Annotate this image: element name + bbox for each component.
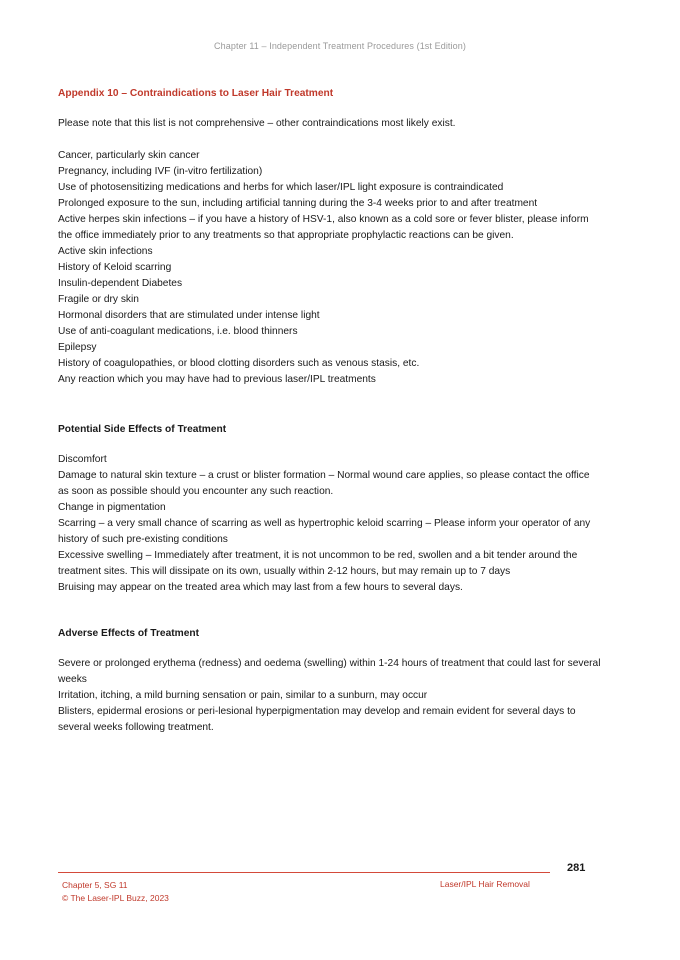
list-item: Damage to natural skin texture – a crust or blister formation – Normal wound care applies, so please contact the office as soon as possible should you encounter any such reaction.: [58, 470, 590, 497]
list-item: Bruising may appear on the treated area which may last from a few hours to several days.: [58, 582, 463, 593]
list-item: Use of anti-coagulant medications, i.e. blood thinners: [58, 326, 298, 337]
list-item: Cancer, particularly skin cancer: [58, 150, 200, 161]
list-item: Epilepsy: [58, 342, 97, 353]
list-item: Discomfort: [58, 454, 107, 465]
footer-left: [62, 879, 169, 905]
list-item: Change in pigmentation: [58, 502, 166, 513]
adverse-effects-title: Adverse Effects of Treatment: [58, 628, 199, 639]
list-item: Active herpes skin infections – if you have a history of HSV-1, also known as a cold sore or fever blister, please inform the office immediately prior to any treatments so that appropriate prophylactic reactions can be given.: [58, 214, 589, 241]
side-effects-title: Potential Side Effects of Treatment: [58, 424, 227, 435]
list-item: Scarring – a very small chance of scarring as well as hypertrophic keloid scarring – Please inform your operator of any history of such pre-existing conditions: [58, 518, 591, 545]
list-item: Excessive swelling – Immediately after treatment, it is not uncommon to be red, swollen and a bit tender around the treatment sites. This will dissipate on its own, usually within 2-12 hours, but may remain up to 7 days: [58, 550, 578, 577]
adverse-effects-list: [58, 656, 603, 736]
list-item: Blisters, epidermal erosions or peri-lesional hyperpigmentation may develop and remain evident for several days to several weeks following treatment.: [58, 706, 576, 733]
list-item: Active skin infections: [58, 246, 153, 257]
list-item: Fragile or dry skin: [58, 294, 139, 305]
list-item: Hormonal disorders that are stimulated under intense light: [58, 310, 320, 321]
list-item: Severe or prolonged erythema (redness) and oedema (swelling) within 1-24 hours of treatment that could last for several weeks: [58, 658, 601, 685]
appendix-title: Appendix 10 – Contraindications to Laser Hair Treatment: [58, 88, 334, 99]
list-item: Insulin-dependent Diabetes: [58, 278, 183, 289]
page-content: [58, 86, 603, 736]
list-item: History of coagulopathies, or blood clotting disorders such as venous stasis, etc.: [58, 358, 420, 369]
side-effects-list: [58, 452, 603, 596]
footer-copyright: © The Laser-IPL Buzz, 2023: [62, 893, 169, 903]
list-item: History of Keloid scarring: [58, 262, 172, 273]
contraindications-list: [58, 148, 603, 388]
list-item: Use of photosensitizing medications and herbs for which laser/IPL light exposure is contraindicated: [58, 182, 504, 193]
running-header: Chapter 11 – Independent Treatment Procedures (1st Edition): [214, 41, 466, 51]
footer-divider: [58, 872, 550, 873]
page-number: 281: [567, 862, 586, 874]
list-item: Irritation, itching, a mild burning sensation or pain, similar to a sunburn, may occur: [58, 690, 428, 701]
list-item: Any reaction which you may have had to previous laser/IPL treatments: [58, 374, 376, 385]
footer-chapter: Chapter 5, SG 11: [62, 880, 128, 890]
appendix-note: Please note that this list is not comprehensive – other contraindications most likely exist.: [58, 118, 456, 129]
list-item: Pregnancy, including IVF (in-vitro fertilization): [58, 166, 263, 177]
footer-right: Laser/IPL Hair Removal: [440, 879, 530, 889]
list-item: Prolonged exposure to the sun, including artificial tanning during the 3-4 weeks prior to and after treatment: [58, 198, 538, 209]
